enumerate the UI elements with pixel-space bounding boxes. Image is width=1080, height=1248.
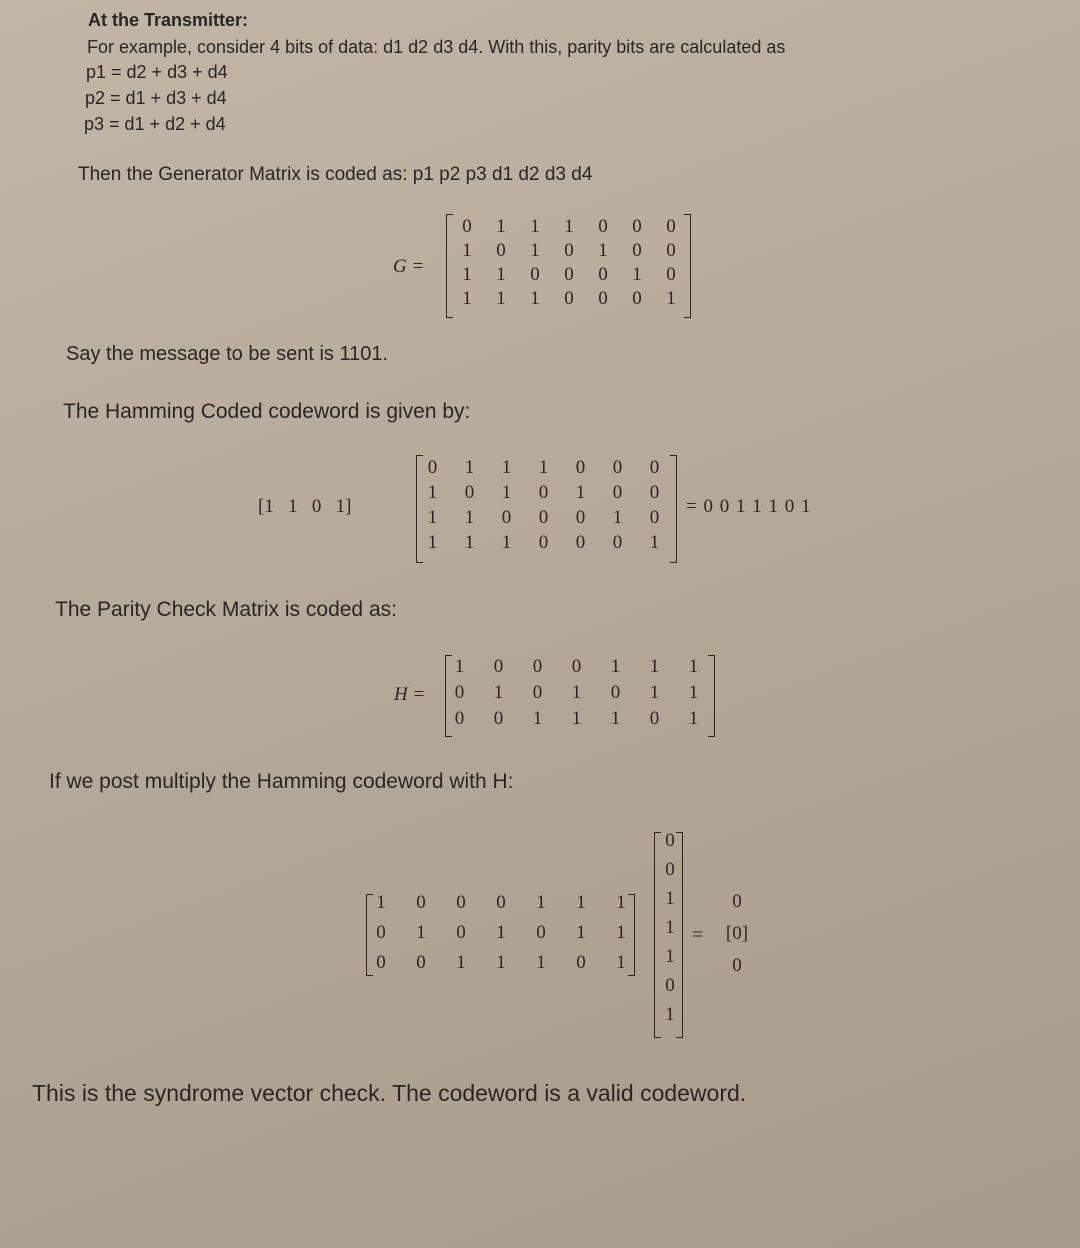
message-bit: 0	[311, 496, 322, 517]
h-label: H =	[394, 684, 426, 705]
matrix-cell: 0	[462, 216, 472, 237]
codeword-bit: 0	[665, 975, 675, 996]
matrix-cell: 1	[576, 922, 586, 943]
matrix-cell: 1	[576, 892, 586, 913]
matrix-cell: 1	[538, 457, 549, 478]
matrix-cell: 1	[462, 240, 472, 261]
matrix-cell: 1	[464, 507, 475, 528]
codeword-bit: 1	[665, 1004, 675, 1025]
parity-check-matrix-product	[361, 892, 641, 982]
matrix-cell: 1	[501, 482, 512, 503]
matrix-cell: 1	[462, 264, 472, 285]
matrix-cell: 1	[536, 892, 546, 913]
message-bit: 1	[335, 496, 346, 517]
codeword-bit: 1	[665, 888, 675, 909]
matrix-cell: 1	[688, 708, 699, 729]
matrix-cell: 1	[496, 922, 506, 943]
matrix-cell: 1	[610, 708, 621, 729]
syndrome-value: 0	[732, 891, 742, 912]
matrix-cell: 0	[612, 457, 623, 478]
matrix-cell: 1	[456, 952, 466, 973]
matrix-cell: 1	[610, 656, 621, 677]
matrix-cell: 1	[649, 656, 660, 677]
matrix-cell: 0	[576, 952, 586, 973]
matrix-cell: 1	[464, 532, 475, 553]
generator-intro: Then the Generator Matrix is coded as: p1 p2 p3 d1 d2 d3 d4	[78, 164, 593, 185]
matrix-cell: 0	[610, 682, 621, 703]
generator-matrix-product	[414, 457, 673, 557]
matrix-cell: 0	[632, 288, 642, 309]
intro-text: For example, consider 4 bits of data: d1 d2 d3 d4. With this, parity bits are calculated as	[87, 37, 786, 57]
matrix-cell: 1	[688, 656, 699, 677]
matrix-cell: 1	[454, 656, 465, 677]
parity-intro: The Parity Check Matrix is coded as:	[55, 598, 397, 621]
codeword-column	[658, 830, 682, 1033]
section-heading: At the Transmitter:	[88, 10, 249, 30]
matrix-cell: 0	[564, 264, 574, 285]
codeword-bit: 1	[665, 946, 675, 967]
matrix-cell: 0	[538, 482, 549, 503]
matrix-cell: 1	[571, 708, 582, 729]
matrix-cell: 1	[612, 507, 623, 528]
equals-sign: =	[692, 924, 704, 946]
message-vector: [1 1 0 1]	[258, 496, 352, 517]
matrix-cell: 0	[575, 457, 586, 478]
g-label: G =	[393, 256, 425, 277]
matrix-cell: 1	[666, 288, 676, 309]
matrix-cell: 1	[496, 288, 506, 309]
generator-matrix	[450, 216, 688, 312]
matrix-cell: 1	[616, 892, 626, 913]
matrix-cell: 0	[571, 656, 582, 677]
matrix-cell: 1	[530, 216, 540, 237]
matrix-cell: 1	[501, 457, 512, 478]
matrix-cell: 1	[462, 288, 472, 309]
matrix-cell: 0	[598, 216, 608, 237]
matrix-cell: 1	[530, 288, 540, 309]
matrix-cell: 0	[496, 240, 506, 261]
matrix-cell: 1	[575, 482, 586, 503]
matrix-cell: 1	[464, 457, 475, 478]
matrix-cell: 0	[564, 288, 574, 309]
matrix-cell: 0	[598, 264, 608, 285]
matrix-cell: 1	[688, 682, 699, 703]
matrix-cell: 1	[416, 922, 426, 943]
matrix-cell: 0	[598, 288, 608, 309]
conclusion-text: This is the syndrome vector check. The codeword is a valid codeword.	[32, 1080, 747, 1106]
matrix-cell: 0	[612, 482, 623, 503]
message-bit: 1	[288, 496, 298, 517]
matrix-cell: 0	[493, 656, 504, 677]
matrix-cell: 0	[532, 656, 543, 677]
matrix-cell: 0	[575, 532, 586, 553]
matrix-cell: 1	[496, 216, 506, 237]
matrix-cell: 1	[649, 682, 660, 703]
matrix-cell: 0	[538, 507, 549, 528]
matrix-cell: 1	[427, 532, 438, 553]
matrix-cell: 0	[493, 708, 504, 729]
parity-eq-3: p3 = d1 + d2 + d4	[84, 114, 226, 134]
matrix-cell: 0	[666, 240, 676, 261]
matrix-cell: 0	[427, 457, 438, 478]
matrix-cell: 0	[454, 708, 465, 729]
matrix-cell: 0	[464, 482, 475, 503]
parity-eq-2: p2 = d1 + d3 + d4	[85, 88, 227, 108]
syndrome-value: 0	[732, 955, 742, 976]
matrix-cell: 1	[532, 708, 543, 729]
matrix-cell: 1	[501, 532, 512, 553]
matrix-cell: 1	[649, 532, 660, 553]
matrix-cell: 0	[666, 216, 676, 237]
syndrome-value: [0]	[725, 923, 749, 944]
codeword-bit: 1	[665, 917, 675, 938]
parity-eq-1: p1 = d2 + d3 + d4	[86, 62, 228, 82]
parity-check-matrix	[440, 656, 713, 734]
matrix-cell: 1	[616, 922, 626, 943]
matrix-cell: 1	[598, 240, 608, 261]
syndrome-vector	[712, 891, 762, 987]
matrix-cell: 0	[376, 952, 386, 973]
matrix-cell: 0	[632, 240, 642, 261]
matrix-cell: 0	[632, 216, 642, 237]
matrix-cell: 1	[616, 952, 626, 973]
matrix-cell: 0	[532, 682, 543, 703]
matrix-cell: 0	[530, 264, 540, 285]
matrix-cell: 1	[427, 482, 438, 503]
matrix-cell: 0	[456, 922, 466, 943]
matrix-cell: 0	[649, 507, 660, 528]
matrix-cell: 0	[649, 457, 660, 478]
codeword-intro: The Hamming Coded codeword is given by:	[63, 400, 471, 423]
matrix-cell: 0	[649, 482, 660, 503]
matrix-cell: 0	[376, 922, 386, 943]
matrix-cell: 0	[496, 892, 506, 913]
matrix-cell: 0	[649, 708, 660, 729]
message-text: Say the message to be sent is 1101.	[66, 343, 389, 365]
matrix-cell: 1	[493, 682, 504, 703]
matrix-cell: 1	[376, 892, 386, 913]
message-bit: 1	[264, 496, 274, 517]
matrix-cell: 1	[427, 507, 438, 528]
matrix-cell: 1	[536, 952, 546, 973]
matrix-cell: 1	[571, 682, 582, 703]
codeword-result: = 0 0 1 1 1 0 1	[686, 496, 812, 517]
matrix-cell: 0	[538, 532, 549, 553]
matrix-cell: 0	[536, 922, 546, 943]
matrix-cell: 1	[564, 216, 574, 237]
matrix-cell: 1	[632, 264, 642, 285]
matrix-cell: 0	[416, 892, 426, 913]
matrix-cell: 0	[575, 507, 586, 528]
matrix-cell: 0	[666, 264, 676, 285]
matrix-cell: 0	[501, 507, 512, 528]
matrix-cell: 0	[612, 532, 623, 553]
matrix-cell: 1	[496, 952, 506, 973]
matrix-cell: 1	[530, 240, 540, 261]
matrix-cell: 0	[416, 952, 426, 973]
codeword-bit: 0	[665, 859, 675, 880]
matrix-cell: 0	[564, 240, 574, 261]
codeword-bit: 0	[665, 830, 675, 851]
matrix-cell: 1	[496, 264, 506, 285]
matrix-cell: 0	[454, 682, 465, 703]
multiply-intro: If we post multiply the Hamming codeword with H:	[49, 770, 514, 793]
matrix-cell: 0	[456, 892, 466, 913]
